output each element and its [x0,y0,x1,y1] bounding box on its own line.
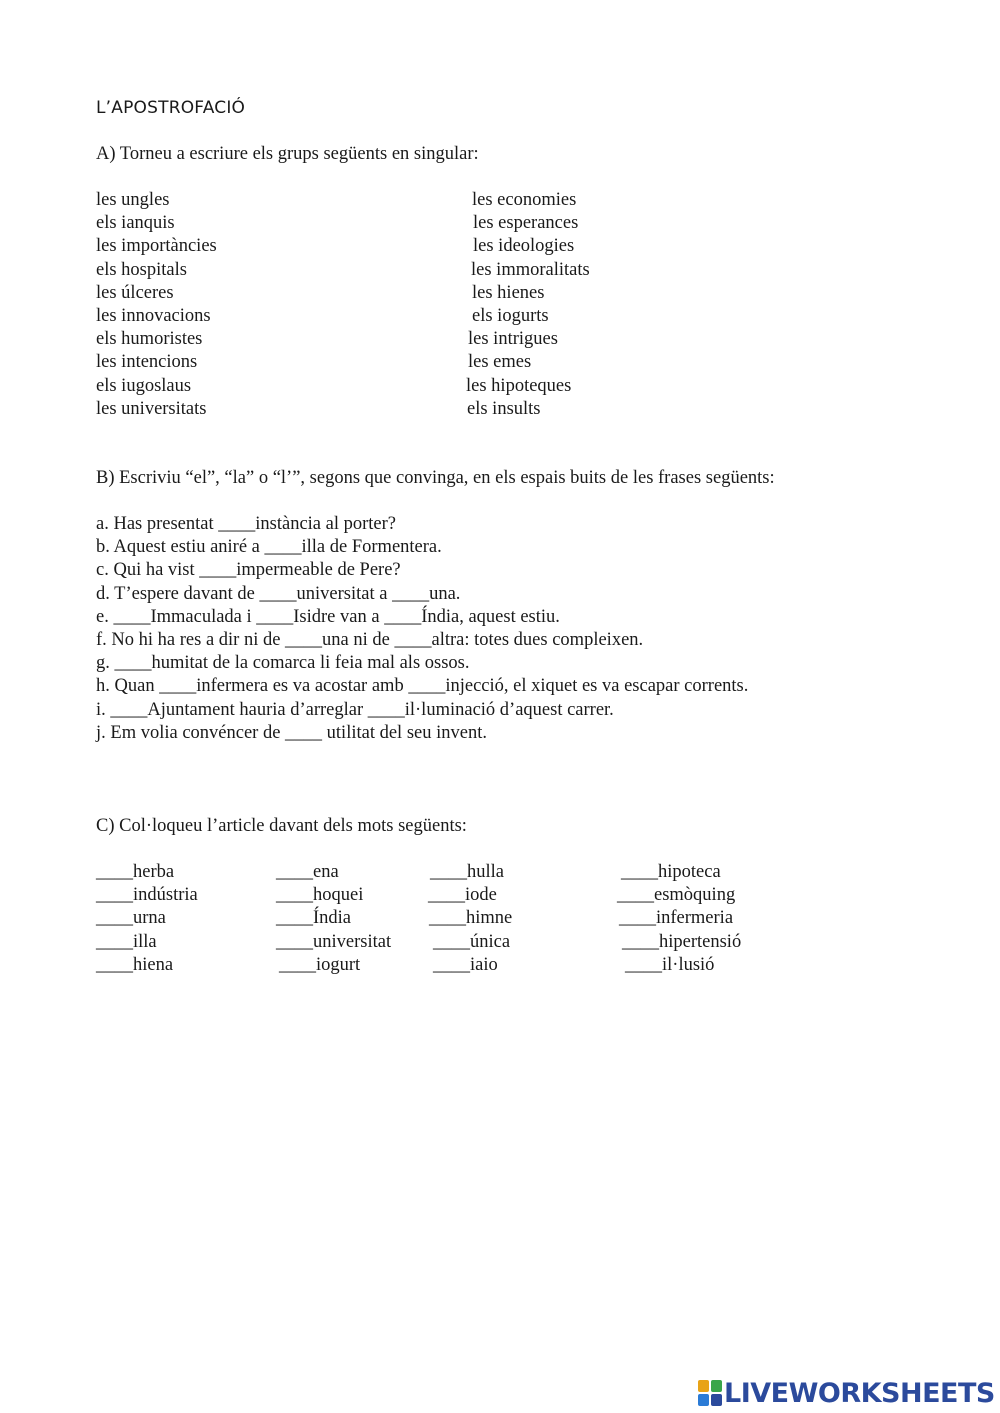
sentence-item: h. Quan ____infermera es va acostar amb ____injecció, el xiquet es va escapar corrents. [96,676,749,697]
sentence-item: a. Has presentat ____instància al porter? [96,514,396,534]
sentence-item: c. Qui ha vist ____impermeable de Pere? [96,560,401,581]
list-item: els humoristes [96,329,203,350]
word-item: ____himne [429,908,513,929]
section-c-column-2 [276,861,391,977]
logo-square-3 [698,1394,709,1406]
list-item: els ianquis [96,213,175,234]
section-b-sentences [96,513,748,745]
word-item: ____universitat [276,931,392,952]
list-item: els iugoslaus [96,375,192,396]
section-a-right-column [466,189,590,421]
section-a-heading: A) Torneu a escriure els grups següents en singular: [96,144,479,164]
list-item: les ideologies [473,236,575,257]
word-item: ____indústria [96,885,198,906]
list-item: els insults [467,398,541,419]
word-item: ____hoquei [276,885,364,906]
sentence-item: g. ____humitat de la comarca li feia mal als ossos. [96,653,470,674]
page-title: L’APOSTROFACIÓ [96,98,246,118]
word-item: ____iogurt [279,954,361,975]
word-item: ____esmòquing [617,885,736,906]
word-item: ____iaio [433,954,498,975]
list-item: les hienes [472,282,545,303]
list-item: les esperances [473,213,579,234]
word-item: ____iode [428,885,497,906]
list-item: les innovacions [96,305,211,326]
word-item: ____infermeria [619,908,734,929]
sentence-item: d. T’espere davant de ____universitat a ____una. [96,583,461,604]
logo-square-2 [711,1380,722,1392]
word-item: ____ena [276,862,339,882]
list-item: les ungles [96,190,170,210]
list-item: les intrigues [468,329,558,350]
sentence-item: j. Em volia convéncer de ____ utilitat del seu invent. [96,722,487,743]
word-item: ____Índia [276,908,352,929]
sentence-item: e. ____Immaculada i ____Isidre van a ____Índia, aquest estiu. [96,606,560,627]
list-item: les economies [472,190,577,210]
logo-square-4 [711,1394,722,1406]
word-item: ____urna [96,908,166,929]
list-item: les immoralitats [471,259,590,280]
list-item: les úlceres [96,282,174,303]
list-item: els hospitals [96,259,187,280]
section-c-column-1 [96,861,198,977]
section-b-heading: B) Escriviu “el”, “la” o “l’”, segons que convinga, en els espais buits de les frases següents: [96,468,775,488]
list-item: les intencions [96,352,198,373]
logo-text: LIVEWORKSHEETS [724,1377,995,1409]
section-c-column-4 [617,861,741,977]
sentence-item: f. No hi ha res a dir ni de ____una ni de ____altra: totes dues compleixen. [96,629,644,650]
liveworksheets-logo-icon [698,1380,722,1406]
logo-square-1 [698,1380,709,1392]
section-a-left-column [96,189,217,421]
section-c-column-3 [428,861,512,977]
section-c-heading: C) Col·loqueu l’article davant dels mots següents: [96,816,467,836]
sentence-item: i. ____Ajuntament hauria d’arreglar ____il·luminació d’aquest carrer. [96,699,614,720]
list-item: les importàncies [96,236,217,257]
word-item: ____hipoteca [621,862,721,882]
word-item: ____illa [96,931,157,952]
sentence-item: b. Aquest estiu aniré a ____illa de Formentera. [96,537,442,558]
word-item: ____hiena [96,954,174,975]
word-item: ____hulla [430,862,504,882]
word-item: ____hipertensió [622,931,742,952]
word-item: ____única [433,931,511,952]
list-item: les universitats [96,398,207,419]
liveworksheets-logo[interactable] [698,1377,995,1409]
word-item: ____il·lusió [625,954,715,975]
list-item: les hipoteques [466,375,572,396]
list-item: les emes [468,352,532,373]
list-item: els iogurts [472,305,549,326]
word-item: ____herba [96,862,175,882]
